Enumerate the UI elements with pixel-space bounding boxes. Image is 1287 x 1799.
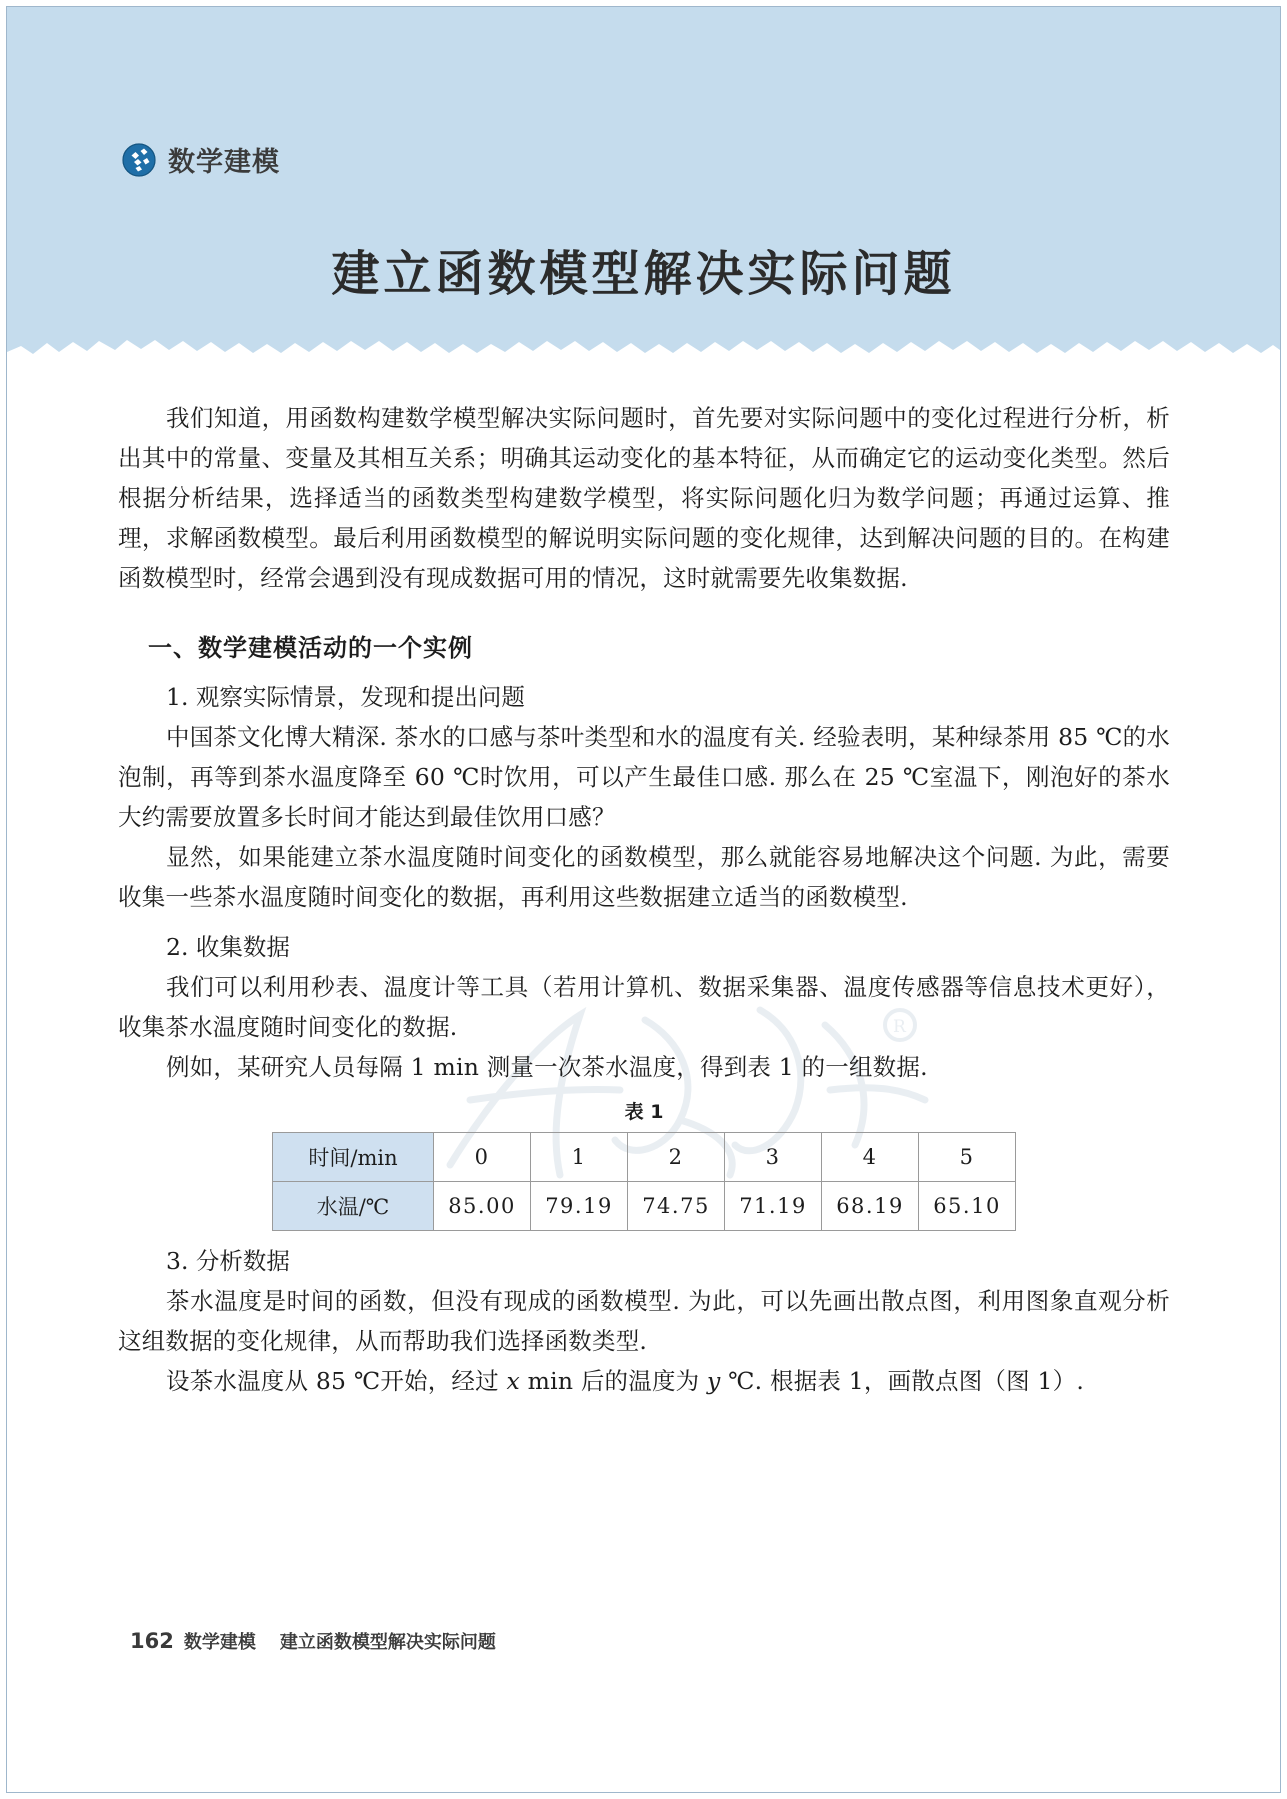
step-3-text-prefix: 设茶水温度从 85 ℃开始，经过 — [166, 1367, 507, 1395]
step-3-paragraph-2 — [118, 1361, 1170, 1401]
step-2-heading: 2. 收集数据 — [166, 933, 290, 961]
footer-page-number: 162 — [130, 1629, 174, 1653]
step-3-text-suffix: ℃. 根据表 1，画散点图（图 1）. — [720, 1367, 1085, 1395]
math-variable-x: x — [506, 1367, 520, 1395]
step-3-heading: 3. 分析数据 — [166, 1247, 290, 1275]
math-modeling-globe-icon — [122, 143, 156, 177]
step-2-paragraph-2: 例如，某研究人员每隔 1 min 测量一次茶水温度，得到表 1 的一组数据. — [166, 1053, 928, 1081]
step-1-paragraph-1: 中国茶文化博大精深. 茶水的口感与茶叶类型和水的温度有关. 经验表明，某种绿茶用 85 ℃的水泡制，再等到茶水温度降至 60 ℃时饮用，可以产生最佳口感. 那么在 25 ℃室温下，刚泡好的茶水大约需要放置多长时间才能达到最佳饮用口感？ — [118, 723, 1170, 831]
step-1-heading: 1. 观察实际情景，发现和提出问题 — [166, 683, 525, 711]
step-2-paragraph-1: 我们可以利用秒表、温度计等工具（若用计算机、数据采集器、温度传感器等信息技术更好），收集茶水温度随时间变化的数据. — [118, 973, 1170, 1041]
brand-line — [122, 140, 280, 179]
cell-temp-5: 65.10 — [919, 1182, 1016, 1231]
cell-temp-3: 71.19 — [725, 1182, 822, 1231]
row-header-temperature: 水温/℃ — [273, 1182, 434, 1231]
section-heading-1: 一、数学建模活动的一个实例 — [148, 634, 473, 662]
cell-temp-2: 74.75 — [628, 1182, 725, 1231]
page-banner — [7, 7, 1280, 362]
page-title: 建立函数模型解决实际问题 — [331, 246, 956, 302]
cell-time-2: 2 — [628, 1133, 725, 1182]
intro-paragraph: 我们知道，用函数构建数学模型解决实际问题时，首先要对实际问题中的变化过程进行分析，析出其中的常量、变量及其相互关系；明确其运动变化的基本特征，从而确定它的运动变化类型。然后根据分析结果，选择适当的函数类型构建数学模型，将实际问题化归为数学问题；再通过运算、推理，求解函数模型。最后利用函数模型的解说明实际问题的变化规律，达到解决问题的目的。在构建函数模型时，经常会遇到没有现成数据可用的情况，这时就需要先收集数据. — [118, 404, 1170, 592]
table-row — [273, 1133, 1016, 1182]
step-1-paragraph-2: 显然，如果能建立茶水温度随时间变化的函数模型，那么就能容易地解决这个问题. 为此，需要收集一些茶水温度随时间变化的数据，再利用这些数据建立适当的函数模型. — [118, 843, 1170, 911]
cell-temp-1: 79.19 — [531, 1182, 628, 1231]
table-1-block — [118, 1097, 1170, 1231]
step-3-paragraph-1: 茶水温度是时间的函数，但没有现成的函数模型. 为此，可以先画出散点图，利用图象直观分析这组数据的变化规律，从而帮助我们选择函数类型. — [118, 1287, 1170, 1355]
table-row — [273, 1182, 1016, 1231]
svg-text:R: R — [893, 1017, 906, 1037]
torn-edge-decoration — [7, 334, 1280, 362]
cell-time-4: 4 — [822, 1133, 919, 1182]
step-3-text-mid: min 后的温度为 — [519, 1367, 708, 1395]
footer-section-name: 数学建模 — [183, 1632, 256, 1653]
cell-time-3: 3 — [725, 1133, 822, 1182]
data-table-1 — [272, 1132, 1016, 1231]
brand-label: 数学建模 — [168, 147, 280, 178]
table-caption: 表 1 — [624, 1101, 664, 1123]
cell-time-0: 0 — [434, 1133, 531, 1182]
cell-time-1: 1 — [531, 1133, 628, 1182]
row-header-time: 时间/min — [273, 1133, 434, 1182]
math-variable-y: y — [707, 1367, 721, 1395]
cell-temp-0: 85.00 — [434, 1182, 531, 1231]
footer-chapter-title: 建立函数模型解决实际问题 — [279, 1632, 496, 1653]
cell-temp-4: 68.19 — [822, 1182, 919, 1231]
cell-time-5: 5 — [919, 1133, 1016, 1182]
page-content — [118, 398, 1170, 1401]
page-footer — [130, 1628, 496, 1654]
